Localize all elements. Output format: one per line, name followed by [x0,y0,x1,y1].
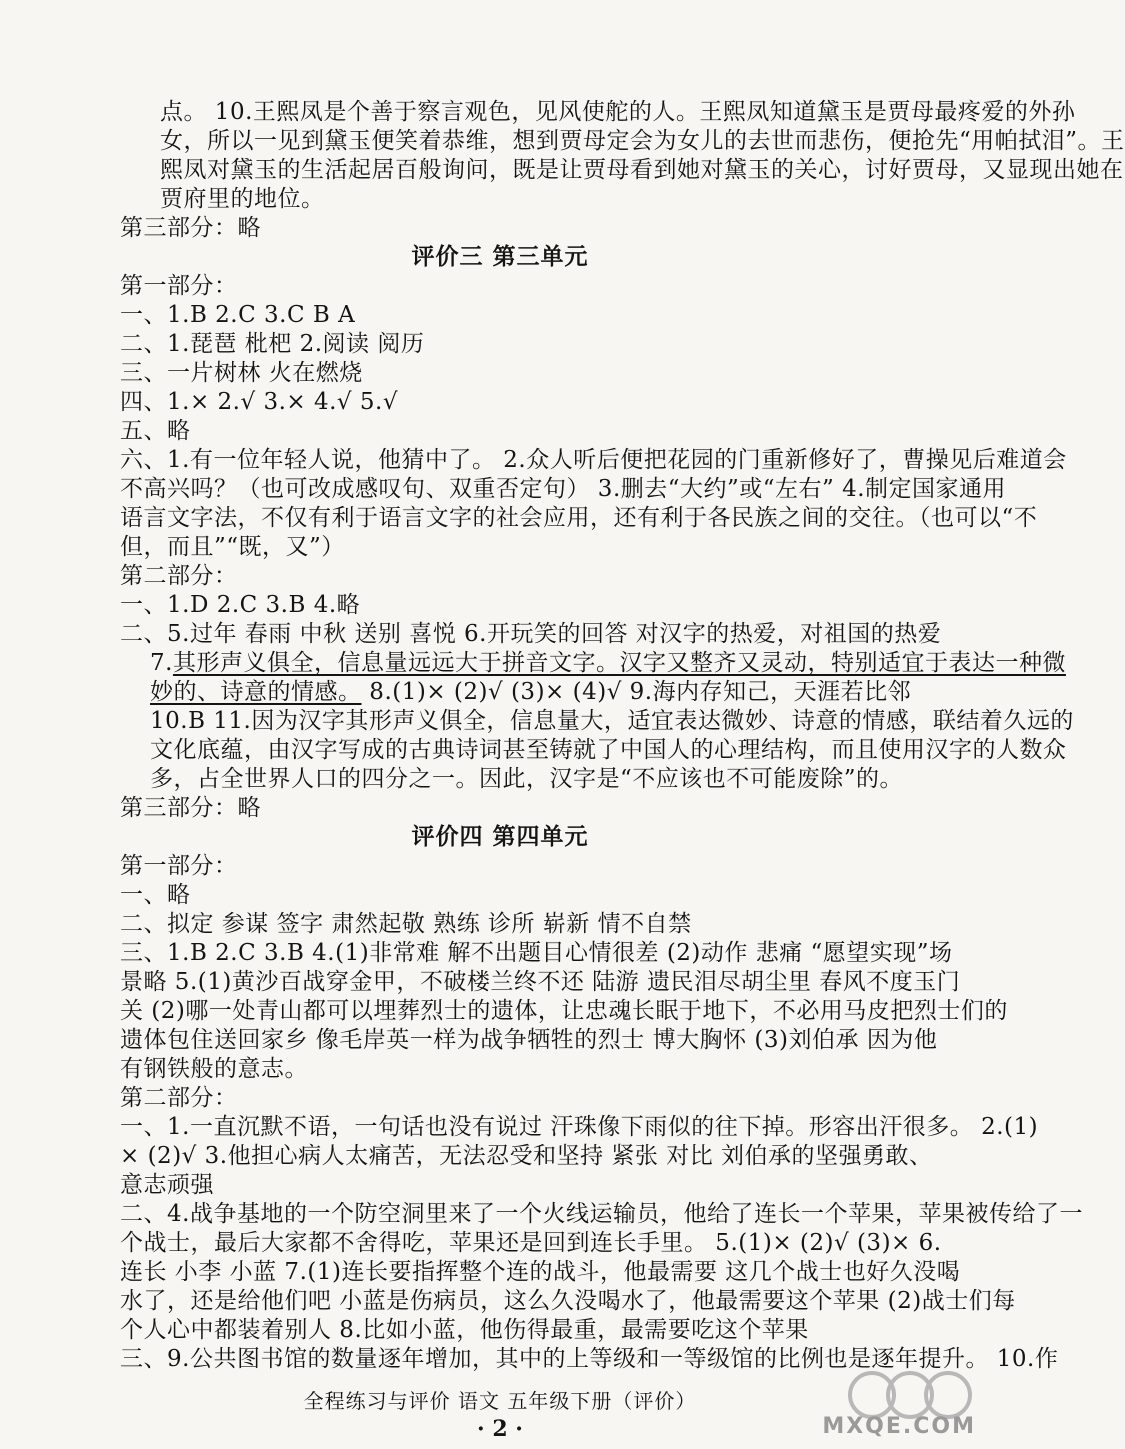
section-label: 第二部分： [120,1085,238,1111]
answer-line: 三、9.公共图书馆的数量逐年增加，其中的上等级和一等级馆的比例也是逐年提升。 10.作 [120,1346,1059,1372]
text-line: 贾府里的地位。 [160,186,325,212]
answer-line: 六、1.有一位年轻人说，他猜中了。 2.众人听后便把花园的门重新修好了，曹操见后难道会 [120,447,1067,473]
answer-line: 语言文字法，不仅有利于语言文字的社会应用，还有利于各民族之间的交往。（也可以“不 [120,505,1038,531]
section-label: 第一部分： [120,853,238,879]
section-label: 第三部分：略 [120,215,261,241]
answer-line: 个人心中都装着别人 8.比如小蓝，他伤得最重，最需要吃这个苹果 [120,1317,809,1343]
answer-line: 二、5.过年 春雨 中秋 送别 喜悦 6.开玩笑的回答 对汉字的热爱，对祖国的热爱 [120,621,942,647]
answer-line: 遗体包住送回家乡 像毛岸英一样为战争牺牲的烈士 博大胸怀 (3)刘伯承 因为他 [120,1027,938,1053]
page-number: · 2 · [477,1416,523,1442]
watermark-url: MXQE.COM [822,1414,976,1439]
text-line: 女，所以一见到黛玉便笑着恭维，想到贾母定会为女儿的去世而悲伤，便抢先“用帕拭泪”。王 [160,128,1125,154]
answer-line: 连长 小李 小蓝 7.(1)连长要指挥整个连的战斗，他最需要 这几个战士也好久没喝 [120,1259,961,1285]
answer-line: 景略 5.(1)黄沙百战穿金甲，不破楼兰终不还 陆游 遗民泪尽胡尘里 春风不度玉门 [120,969,961,995]
underlined-text: 妙的、诗意的情感。 [150,679,362,705]
answer-line: 多，占全世界人口的四分之一。因此，汉字是“不应该也不可能废除”的。 [150,766,904,792]
answer-line: 二、拟定 参谋 签字 肃然起敬 熟练 诊所 崭新 情不自禁 [120,911,692,937]
answer-text: 8.(1)× (2)√ (3)× (4)√ 9.海内存知己，天涯若比邻 [361,679,912,705]
answer-line: 有钢铁般的意志。 [120,1056,308,1082]
section-heading: 评价三 第三单元 [411,243,589,270]
section-label: 第二部分： [120,563,238,589]
footer-title: 全程练习与评价 语文 五年级下册（评价） [303,1389,697,1413]
answer-line: 文化底蕴，由汉字写成的古典诗词甚至铸就了中国人的心理结构，而且使用汉字的人数众 [150,737,1067,763]
answer-line: 个战士，最后大家都不舍得吃，苹果还是回到连长手里。 5.(1)× (2)√ (3)× 6. [120,1230,942,1256]
answer-line [150,677,911,707]
section-label: 第三部分：略 [120,795,261,821]
text-line: 点。 10.王熙凤是个善于察言观色，见风使舵的人。王熙凤知道黛玉是贾母最疼爱的外孙 [160,99,1076,125]
answer-line: 一、1.B 2.C 3.C B A [120,302,356,328]
answer-line: 二、4.战争基地的一个防空洞里来了一个火线运输员，他给了连长一个苹果，苹果被传给了一 [120,1201,1083,1227]
section-heading: 评价四 第四单元 [411,823,589,850]
answer-line: 10.B 11.因为汉字其形声义俱全，信息量大，适宜表达微妙、诗意的情感，联结着久远的 [150,708,1074,734]
answer-line: 三、1.B 2.C 3.B 4.(1)非常难 解不出题目心情很差 (2)动作 悲痛 “愿望实现”场 [120,940,953,966]
underlined-text: 其形声义俱全，信息量远远大于拼音文字。汉字又整齐又灵动，特别适宜于表达一种微 [172,650,1066,676]
section-label: 第一部分： [120,273,238,299]
answer-line: 意志顽强 [120,1172,214,1198]
answer-line: × (2)√ 3.他担心病人太痛苦，无法忍受和坚持 紧张 对比 刘伯承的坚强勇敢、 [120,1143,933,1169]
answer-line: 但，而且”“既，又”） [120,534,345,560]
answer-line: 不高兴吗？（也可改成感叹句、双重否定句） 3.删去“大约”或“左右” 4.制定国家通用 [120,476,1007,502]
item-number: 7. [150,650,173,676]
answer-line: 四、1.× 2.√ 3.× 4.√ 5.√ [120,389,398,415]
answer-line: 关 (2)哪一处青山都可以埋葬烈士的遗体，让忠魂长眠于地下，不必用马皮把烈士们的 [120,998,1008,1024]
answer-line: 五、略 [120,418,191,444]
answer-line: 三、一片树林 火在燃烧 [120,360,363,386]
answer-line: 一、1.D 2.C 3.B 4.略 [120,592,361,618]
answer-line: 一、1.一直沉默不语，一句话也没有说过 汗珠像下雨似的往下掉。形容出汗很多。 2.(1) [120,1114,1039,1140]
answer-line: 水了，还是给他们吧 小蓝是伤病员，这么久没喝水了，他最需要这个苹果 (2)战士们每 [120,1288,1016,1314]
answer-line: 二、1.琵琶 枇杷 2.阅读 阅历 [120,331,425,357]
text-line: 熙凤对黛玉的生活起居百般询问，既是让贾母看到她对黛玉的关心，讨好贾母，又显现出她在 [160,157,1124,183]
answer-line [150,648,1066,678]
answer-line: 一、略 [120,882,191,908]
